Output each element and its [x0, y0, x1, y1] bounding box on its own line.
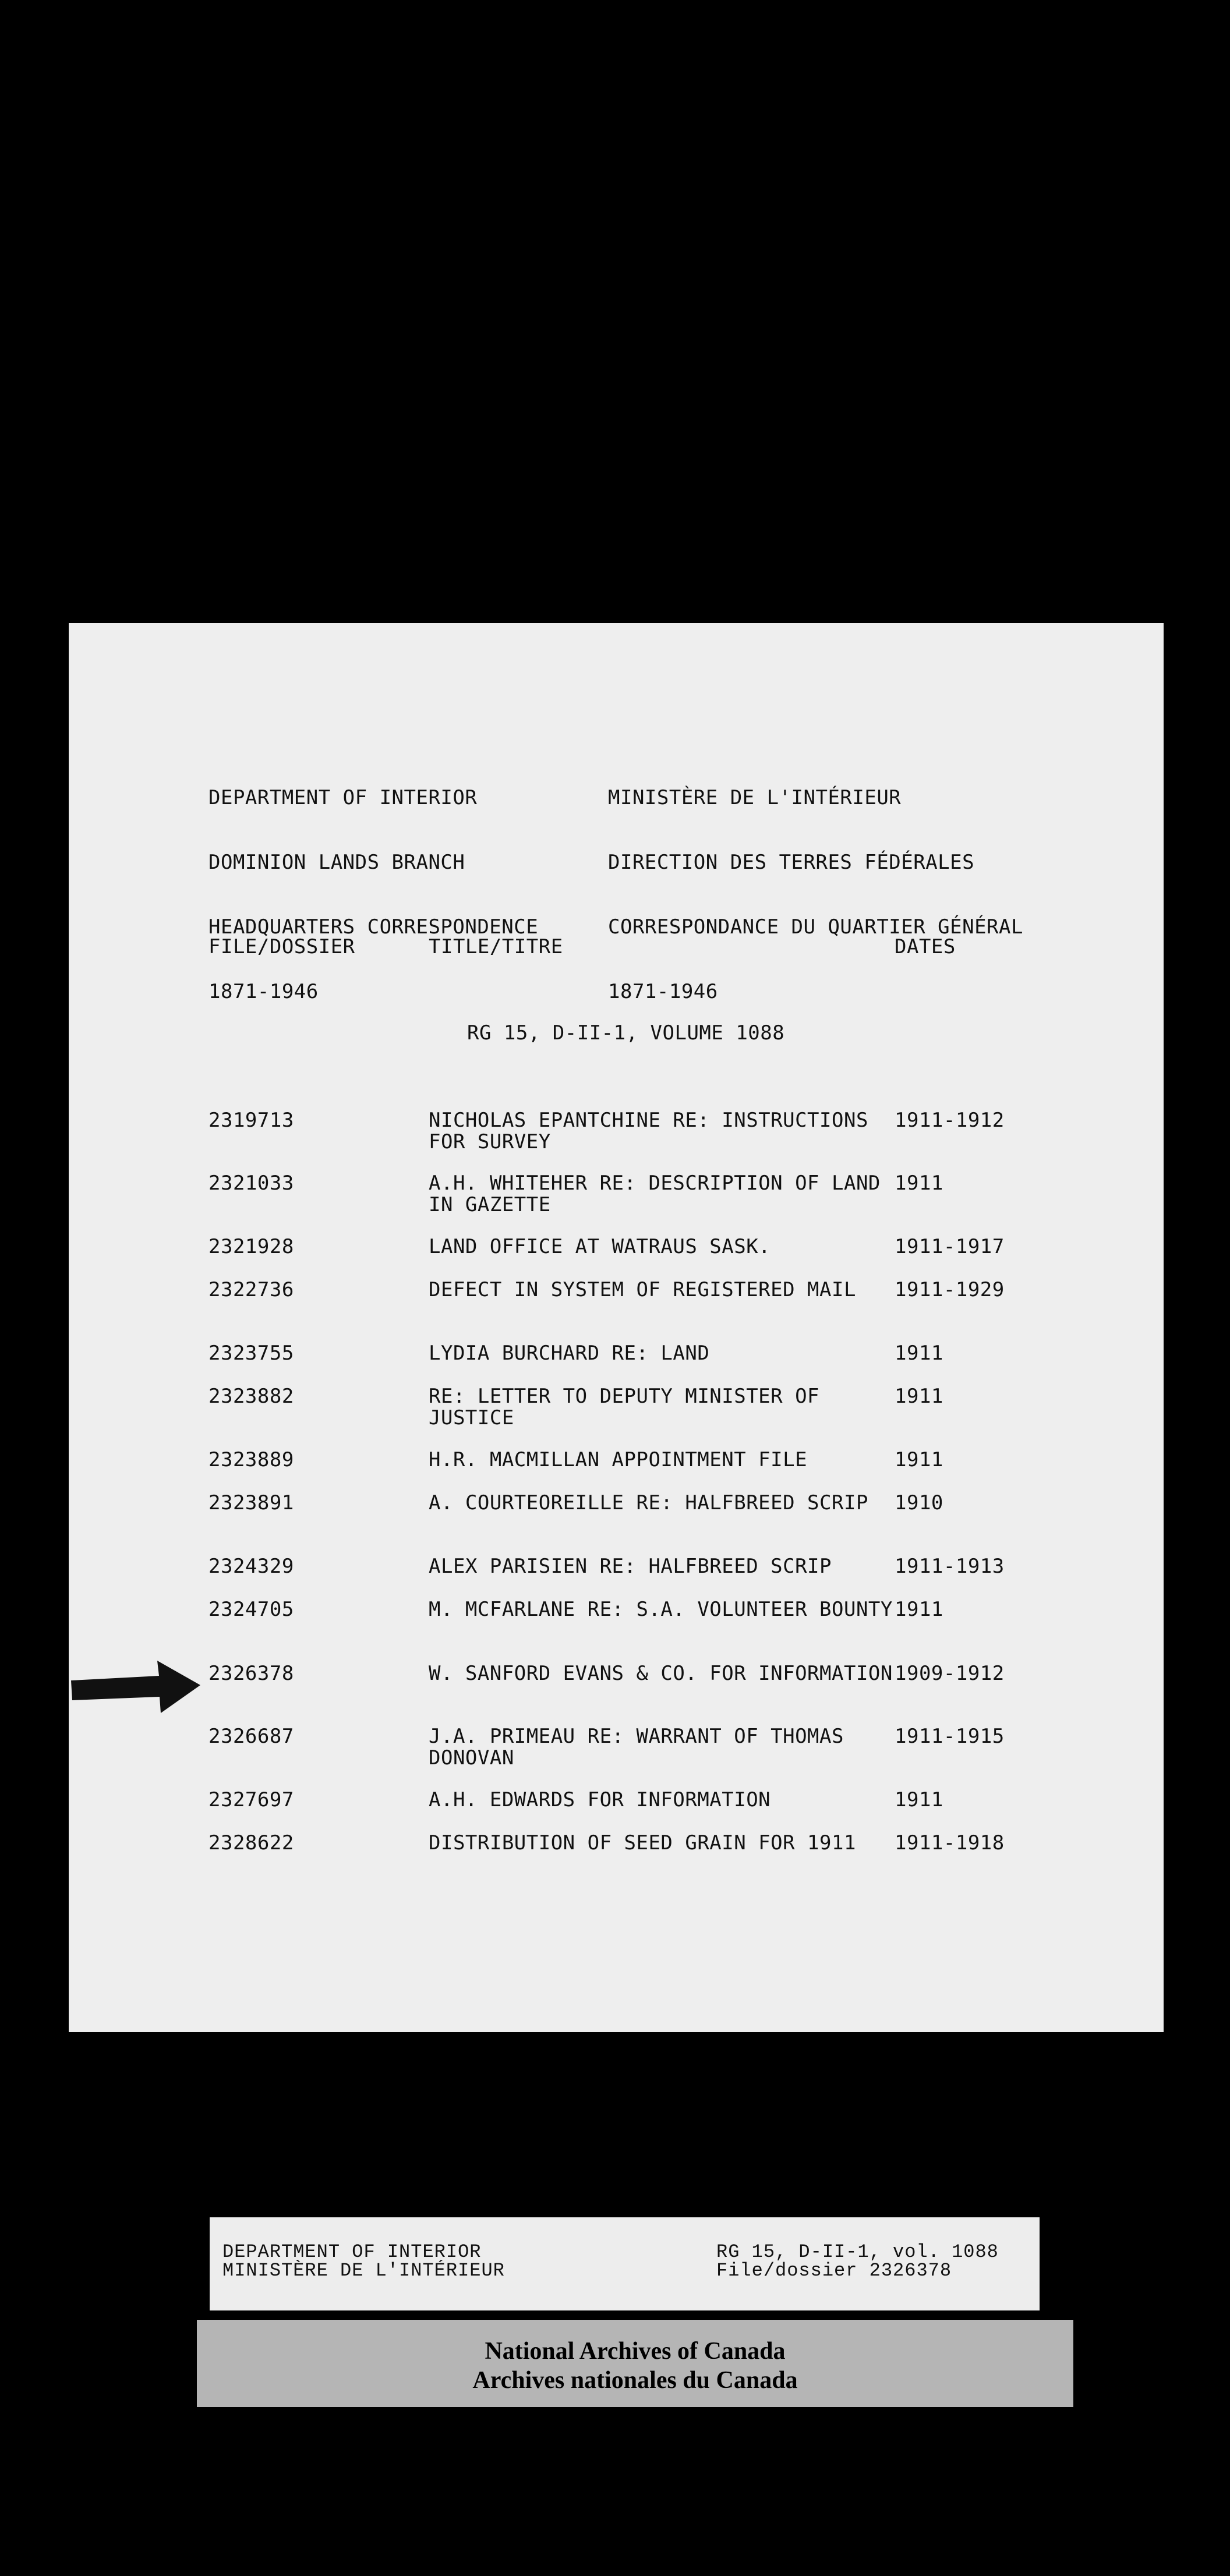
- file-title: DISTRIBUTION OF SEED GRAIN FOR 1911: [429, 1831, 856, 1855]
- list-item: [69, 1173, 1164, 1219]
- file-title: LYDIA BURCHARD RE: LAND: [429, 1342, 710, 1365]
- file-number: 2321928: [208, 1235, 294, 1258]
- file-title: DEFECT IN SYSTEM OF REGISTERED MAIL: [429, 1278, 856, 1301]
- file-number: 2324329: [208, 1555, 294, 1578]
- list-item: [69, 1449, 1164, 1496]
- header-en-line3: HEADQUARTERS CORRESPONDENCE: [208, 915, 539, 939]
- file-dates: 1911-1917: [895, 1235, 1005, 1258]
- file-number: 2327697: [208, 1788, 294, 1811]
- file-number: 2323891: [208, 1491, 294, 1515]
- file-number: 2323889: [208, 1448, 294, 1471]
- file-title: A. COURTEOREILLE RE: HALFBREED SCRIP: [429, 1491, 868, 1515]
- list-item: [69, 1236, 1164, 1283]
- header-en-line4: 1871-1946: [208, 980, 319, 1003]
- file-dates: 1909-1912: [895, 1662, 1005, 1685]
- column-header-title: TITLE/TITRE: [429, 935, 563, 958]
- file-dates: 1911-1913: [895, 1555, 1005, 1578]
- file-dates: 1911: [895, 1598, 943, 1621]
- column-header-file: FILE/DOSSIER: [208, 935, 355, 958]
- file-dates: 1911: [895, 1172, 943, 1195]
- file-title: A.H. EDWARDS FOR INFORMATION: [429, 1788, 771, 1811]
- file-dates: 1910: [895, 1491, 943, 1515]
- file-number: 2321033: [208, 1172, 294, 1195]
- label-volume-ref: RG 15, D-II-1, vol. 1088: [716, 2241, 999, 2263]
- list-item: [69, 1599, 1164, 1646]
- label-file-ref: File/dossier 2326378: [716, 2260, 952, 2281]
- file-title: LAND OFFICE AT WATRAUS SASK.: [429, 1235, 771, 1258]
- header-fr-line4: 1871-1946: [608, 980, 718, 1003]
- file-dates: 1911-1915: [895, 1725, 1005, 1748]
- file-dates: 1911: [895, 1788, 943, 1811]
- list-item: [69, 1110, 1164, 1156]
- file-title: J.A. PRIMEAU RE: WARRANT OF THOMAS DONOVAN: [429, 1725, 844, 1770]
- list-item: [69, 1279, 1164, 1326]
- file-number: 2323755: [208, 1342, 294, 1365]
- archives-band: [197, 2320, 1073, 2407]
- file-number: 2326378: [208, 1662, 294, 1685]
- list-item: [69, 1386, 1164, 1432]
- file-dates: 1911-1929: [895, 1278, 1005, 1301]
- file-title: RE: LETTER TO DEPUTY MINISTER OF JUSTICE: [429, 1385, 820, 1429]
- header-fr-line3: CORRESPONDANCE DU QUARTIER GÉNÉRAL: [608, 915, 1023, 939]
- file-title: NICHOLAS EPANTCHINE RE: INSTRUCTIONS FOR SURVEY: [429, 1109, 868, 1153]
- list-item: [69, 1343, 1164, 1389]
- file-dates: 1911: [895, 1385, 943, 1408]
- header-fr-line2: DIRECTION DES TERRES FÉDÉRALES: [608, 851, 975, 874]
- label-dept-en: DEPARTMENT OF INTERIOR: [222, 2241, 482, 2263]
- label-dept-fr: MINISTÈRE DE L'INTÉRIEUR: [222, 2260, 505, 2281]
- file-title: H.R. MACMILLAN APPOINTMENT FILE: [429, 1448, 808, 1471]
- header-en: [208, 744, 538, 1046]
- file-number: 2323882: [208, 1385, 294, 1408]
- file-dates: 1911: [895, 1342, 943, 1365]
- header-fr-line1: MINISTÈRE DE L'INTÉRIEUR: [608, 786, 902, 809]
- file-number: 2328622: [208, 1831, 294, 1855]
- file-dates: 1911: [895, 1448, 943, 1471]
- file-reference-label: [210, 2217, 1040, 2310]
- file-number: 2319713: [208, 1109, 294, 1132]
- file-number: 2322736: [208, 1278, 294, 1301]
- pointer-arrow-icon: [69, 1658, 203, 1717]
- document-page: [69, 623, 1164, 2032]
- list-item: [69, 1726, 1164, 1772]
- header-fr: [608, 744, 1023, 1046]
- archives-name-en: National Archives of Canada: [485, 2338, 786, 2365]
- header-en-line2: DOMINION LANDS BRANCH: [208, 851, 465, 874]
- file-title: A.H. WHITEHER RE: DESCRIPTION OF LAND IN GAZETTE: [429, 1172, 881, 1216]
- list-item: [69, 1663, 1164, 1710]
- file-number: 2324705: [208, 1598, 294, 1621]
- file-title: W. SANFORD EVANS & CO. FOR INFORMATION: [429, 1662, 893, 1685]
- file-dates: 1911-1918: [895, 1831, 1005, 1855]
- list-item: [69, 1492, 1164, 1539]
- column-header-dates: DATES: [895, 935, 956, 958]
- volume-heading: RG 15, D-II-1, VOLUME 1088: [467, 1021, 785, 1045]
- list-item: [69, 1556, 1164, 1602]
- file-dates: 1911-1912: [895, 1109, 1005, 1132]
- list-item: [69, 1832, 1164, 1879]
- header-en-line1: DEPARTMENT OF INTERIOR: [208, 786, 478, 809]
- list-item: [69, 1789, 1164, 1836]
- file-title: ALEX PARISIEN RE: HALFBREED SCRIP: [429, 1555, 832, 1578]
- file-title: M. MCFARLANE RE: S.A. VOLUNTEER BOUNTY: [429, 1598, 893, 1621]
- archives-name-fr: Archives nationales du Canada: [472, 2367, 798, 2394]
- file-number: 2326687: [208, 1725, 294, 1748]
